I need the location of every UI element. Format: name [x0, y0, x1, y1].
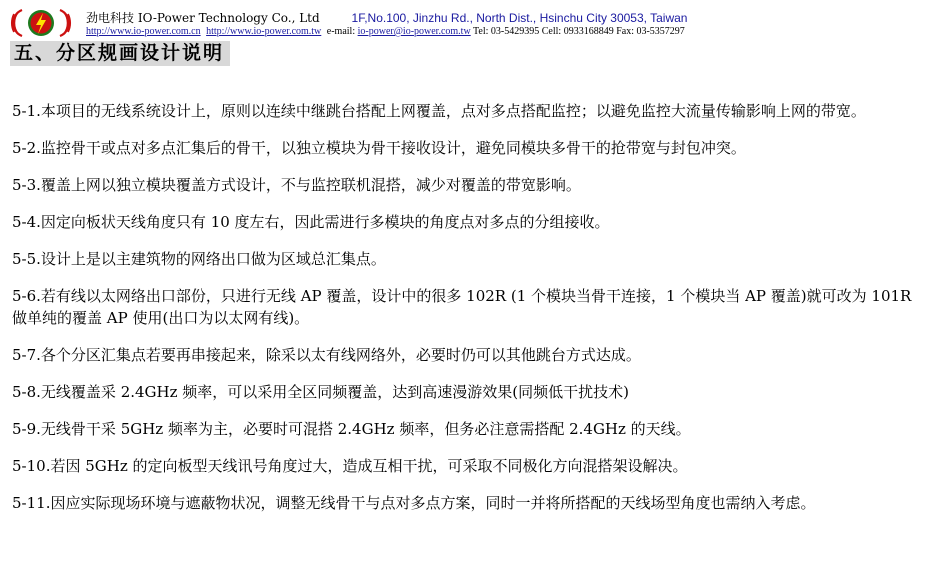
list-item: 5-2.监控骨干或点对多点汇集后的骨干，以独立模块为骨干接收设计，避免同模块多骨干的抢带宽与封包冲突。 [12, 139, 746, 157]
list-item: 5-1.本项目的无线系统设计上，原则以连续中继跳台搭配上网覆盖，点对多点搭配监控；以避免监控大流量传输影响上网的带宽。 [12, 102, 866, 120]
website-cn-link[interactable]: http://www.io-power.com.cn [86, 26, 201, 37]
section-title: 五、分区规画设计说明 [10, 41, 230, 66]
letterhead [10, 4, 925, 42]
contact-line [86, 26, 685, 37]
list-item: 5-10.若因 5GHz 的定向板型天线讯号角度过大，造成互相干扰，可采取不同极化方向混搭架设解决。 [12, 457, 688, 475]
list-item: 5-5.设计上是以主建筑物的网络出口做为区域总汇集点。 [12, 250, 386, 268]
email-label: e-mail: [326, 26, 356, 37]
item-list [12, 100, 912, 529]
company-name-cn: 劲电科技 [86, 11, 135, 25]
company-name-en: IO-Power Technology Co., Ltd [137, 11, 320, 25]
io-power-logo [10, 6, 72, 40]
phone-numbers: Tel: 03-5429395 Cell: 0933168849 Fax: 03-5357297 [473, 26, 685, 37]
list-item: 5-11.因应实际现场环境与遮蔽物状况，调整无线骨干与点对多点方案，同时一并将所搭配的天线场型角度也需纳入考虑。 [12, 494, 816, 512]
list-item: 5-9.无线骨干采 5GHz 频率为主，必要时可混搭 2.4GHz 频率，但务必注意需搭配 2.4GHz 的天线。 [12, 420, 691, 438]
list-item: 5-7.各个分区汇集点若要再串接起来，除采以太有线网络外，必要时仍可以其他跳台方式达成。 [12, 346, 641, 364]
list-item: 5-6.若有线以太网络出口部份，只进行无线 AP 覆盖，设计中的很多 102R (1 个模块当骨干连接，1 个模块当 AP 覆盖)就可改为 101R 做单纯的覆盖 AP 使用(出口为以太网有线)。 [12, 287, 912, 327]
email-link[interactable]: io-power@io-power.com.tw [357, 26, 471, 37]
list-item: 5-8.无线覆盖采 2.4GHz 频率，可以采用全区同频覆盖，达到高速漫游效果(同频低干扰技术) [12, 383, 629, 401]
company-line [86, 9, 687, 26]
website-tw-link[interactable]: http://www.io-power.com.tw [206, 26, 322, 37]
list-item: 5-3.覆盖上网以独立模块覆盖方式设计，不与监控联机混搭，减少对覆盖的带宽影响。 [12, 176, 581, 194]
list-item: 5-4.因定向板状天线角度只有 10 度左右，因此需进行多模块的角度点对多点的分组接收。 [12, 213, 610, 231]
company-address: 1F,No.100, Jinzhu Rd., North Dist., Hsinchu City 30053, Taiwan [351, 11, 688, 25]
